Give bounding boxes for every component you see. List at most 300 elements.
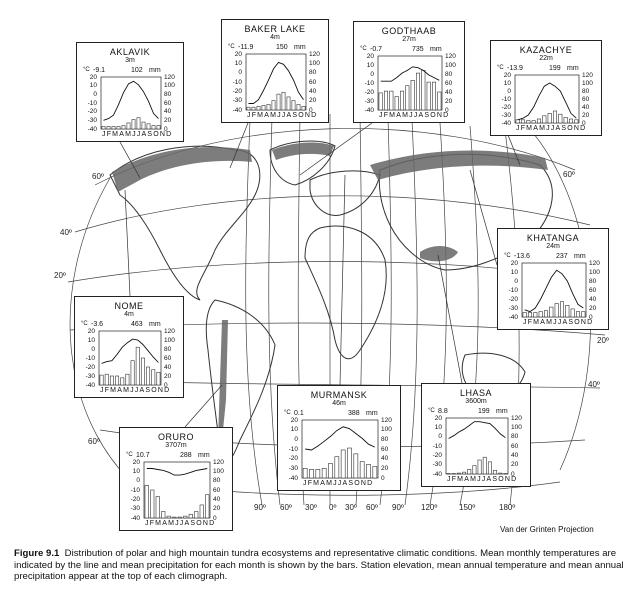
precip-tick: 100: [164, 82, 175, 90]
precip-bar: [499, 473, 502, 474]
precip-tick: 80: [589, 277, 597, 285]
temp-tick: 10: [503, 79, 511, 87]
month-labels: JFMAMJJASOND: [247, 112, 318, 119]
precip-tick: 120: [164, 327, 175, 335]
climograph-baker-lake: [221, 19, 329, 123]
plot-frame: [246, 54, 306, 110]
precip-tick: 80: [445, 70, 453, 78]
precip-bar: [121, 378, 124, 385]
precip-bar: [309, 469, 313, 478]
precipitation-unit: mm: [149, 321, 161, 328]
annual-precipitation: 735: [412, 46, 424, 53]
precip-tick: 0: [213, 514, 217, 522]
precip-bar: [141, 358, 144, 385]
precip-bar: [366, 464, 370, 478]
precip-bar: [161, 511, 165, 518]
projection-label: Van der Grinten Projection: [500, 525, 594, 534]
temp-tick: 20: [503, 71, 511, 79]
precip-tick: 80: [164, 345, 172, 353]
climograph-aklavik: [76, 42, 184, 142]
station-name: LHASA: [459, 388, 492, 398]
mean-annual-temperature: 0.1: [294, 410, 304, 417]
precip-tick: 120: [164, 73, 175, 81]
precip-tick: 60: [582, 95, 590, 103]
precip-bar: [384, 91, 387, 110]
precip-bar: [178, 517, 182, 518]
plot-frame: [101, 77, 161, 129]
precip-bar: [107, 126, 110, 129]
connector-khatanga: [470, 170, 497, 265]
temperature-line: [104, 81, 159, 120]
tundra-eurasia: [370, 151, 548, 180]
precip-bar: [488, 462, 491, 474]
precip-bar: [137, 118, 140, 129]
month-labels: JFMAMJJASOND: [102, 131, 173, 138]
precip-bar: [172, 517, 176, 518]
temp-tick: 20: [290, 416, 298, 424]
precip-bar: [416, 73, 419, 110]
precip-bar: [537, 119, 540, 123]
precip-tick: 40: [381, 455, 389, 463]
mean-annual-temperature: -9.1: [93, 67, 106, 74]
temp-tick: 0: [438, 433, 442, 441]
precip-tick: 60: [309, 78, 317, 86]
mean-annual-temperature: 8.8: [438, 408, 448, 415]
temp-tick: -30: [432, 461, 442, 469]
precip-bar: [183, 516, 187, 518]
precip-bar: [566, 305, 569, 317]
lat-label-40n-left: 40º: [60, 228, 72, 237]
precip-bar: [131, 361, 134, 385]
temp-tick: -30: [87, 116, 97, 124]
precip-bar: [157, 372, 160, 385]
precip-bar: [422, 70, 425, 110]
precipitation-unit: mm: [496, 408, 508, 415]
precip-bar: [277, 94, 280, 110]
temp-tick: 0: [136, 477, 140, 485]
africa: [305, 226, 386, 359]
precip-bar: [559, 114, 562, 123]
precip-bar: [493, 470, 496, 474]
precip-bar: [167, 516, 171, 518]
month-labels: JFMAMJJASOND: [379, 112, 450, 119]
precip-tick: 120: [589, 259, 600, 267]
station-elevation: 3707m: [165, 442, 187, 449]
station-name: ORURO: [158, 432, 194, 442]
plot-frame: [522, 263, 586, 317]
precip-bar: [411, 80, 414, 110]
station-elevation: 27m: [402, 36, 416, 43]
precip-bar: [432, 82, 435, 110]
precip-tick: 100: [589, 268, 600, 276]
celsius-unit: °C: [83, 67, 90, 73]
precip-bar: [571, 309, 574, 317]
precip-bar: [152, 126, 155, 129]
temp-tick: 10: [89, 82, 97, 90]
precip-bar: [117, 126, 120, 129]
temp-tick: 20: [132, 458, 140, 466]
temp-tick: -20: [87, 108, 97, 116]
temp-tick: -10: [508, 286, 518, 294]
temp-tick: -30: [232, 97, 242, 105]
station-name: NOME: [114, 301, 144, 311]
precip-tick: 80: [309, 69, 317, 77]
precip-bar: [560, 302, 563, 317]
precip-tick: 40: [164, 108, 172, 116]
temp-tick: -10: [501, 95, 511, 103]
lat-label-60s-left: 60º: [88, 437, 100, 446]
precip-bar: [100, 375, 103, 385]
precip-bar: [110, 376, 113, 385]
precip-bar: [373, 466, 377, 478]
climograph-oruro: [119, 427, 233, 531]
precip-bar: [379, 93, 382, 110]
caption-text: Distribution of polar and high mountain tundra ecosystems and representative climatic conditions. Mean monthly temperatures are indicated by the line and mean precipitation for each month is shown by the bars. Station elevation, mean annual temperature and mean annual precipitation appear at the top of each climograph.: [14, 548, 624, 583]
annual-precipitation: 288: [180, 452, 192, 459]
annual-precipitation: 463: [131, 321, 143, 328]
precip-tick: 100: [164, 336, 175, 344]
temp-tick: -40: [85, 381, 95, 389]
precip-bar: [200, 505, 204, 518]
temperature-line: [518, 83, 577, 120]
temperature-line: [147, 469, 208, 476]
temp-tick: 10: [234, 59, 242, 67]
temp-tick: 10: [87, 336, 95, 344]
temp-tick: 0: [514, 277, 518, 285]
precip-tick: 120: [213, 458, 224, 466]
precip-bar: [532, 121, 535, 123]
precipitation-unit: mm: [198, 452, 210, 459]
precip-bar: [575, 120, 578, 123]
precip-tick: 40: [164, 363, 172, 371]
temperature-line: [449, 422, 506, 439]
figure-caption: [14, 548, 626, 583]
precip-tick: 0: [164, 125, 168, 133]
temperature-line: [249, 62, 304, 103]
precip-tick: 0: [511, 470, 515, 478]
precip-bar: [569, 119, 572, 123]
precip-tick: 0: [582, 119, 586, 127]
lat-label-20s-right: 20º: [597, 336, 609, 345]
station-name: KAZACHYE: [519, 45, 573, 55]
temperature-line: [525, 270, 584, 311]
precip-bar: [102, 126, 105, 129]
precip-bar: [341, 450, 345, 478]
long-label-60w: 60º: [280, 503, 292, 512]
precip-bar: [516, 120, 519, 123]
mean-annual-temperature: -0.7: [370, 46, 383, 53]
temp-tick: -10: [364, 79, 374, 87]
temp-tick: -40: [508, 313, 518, 321]
precip-bar: [395, 97, 398, 111]
precip-bar: [548, 113, 551, 123]
precip-tick: 120: [309, 50, 320, 58]
climograph-nome: [74, 296, 184, 398]
precip-tick: 20: [589, 304, 597, 312]
long-label-180: 180º: [499, 503, 516, 512]
month-labels: JFMAMJJASOND: [516, 125, 587, 132]
precip-tick: 20: [511, 461, 519, 469]
precip-bar: [347, 448, 351, 478]
precip-tick: 20: [164, 372, 172, 380]
month-labels: JFMAMJJASOND: [145, 520, 216, 527]
annual-precipitation: 102: [131, 67, 143, 74]
precip-tick: 100: [213, 467, 224, 475]
precip-bar: [282, 92, 285, 110]
precip-bar: [521, 120, 524, 123]
precip-bar: [252, 107, 255, 110]
precip-bar: [105, 374, 108, 385]
temp-tick: -10: [130, 486, 140, 494]
month-labels: JFMAMJJASOND: [523, 319, 594, 326]
precip-bar: [152, 370, 155, 385]
precip-tick: 120: [381, 416, 392, 424]
annual-precipitation: 237: [556, 253, 568, 260]
precip-bar: [157, 126, 160, 129]
temp-tick: -20: [85, 363, 95, 371]
precip-tick: 20: [164, 116, 172, 124]
precip-tick: 100: [381, 426, 392, 434]
temp-tick: 20: [234, 50, 242, 58]
temp-tick: 20: [510, 259, 518, 267]
temp-tick: -20: [508, 295, 518, 303]
precip-bar: [297, 104, 300, 110]
precip-tick: 100: [511, 423, 522, 431]
lat-label-20n-left: 20º: [54, 271, 66, 280]
climograph-lhasa: [421, 383, 531, 487]
month-labels: JFMAMJJASOND: [447, 476, 518, 483]
temp-tick: 0: [370, 70, 374, 78]
climograph-khatanga: [497, 228, 609, 330]
precip-tick: 60: [381, 445, 389, 453]
temp-tick: -30: [85, 372, 95, 380]
precip-tick: 0: [445, 106, 449, 114]
precipitation-unit: mm: [149, 67, 161, 74]
precip-bar: [115, 376, 118, 385]
figure-number: Figure 9.1: [14, 548, 60, 559]
station-name: BAKER LAKE: [244, 24, 306, 34]
precip-bar: [473, 466, 476, 474]
precip-bar: [400, 91, 403, 110]
precip-bar: [292, 101, 295, 110]
precip-tick: 100: [309, 59, 320, 67]
long-label-30e: 30º: [345, 503, 357, 512]
precipitation-unit: mm: [294, 44, 306, 51]
temp-tick: -10: [232, 78, 242, 86]
temp-tick: -10: [85, 354, 95, 362]
precip-bar: [147, 124, 150, 129]
precip-bar: [156, 497, 160, 518]
temp-tick: 0: [238, 69, 242, 77]
station-elevation: 3600m: [465, 398, 487, 405]
precip-bar: [146, 367, 149, 385]
precip-bar: [406, 86, 409, 110]
temp-tick: -20: [232, 87, 242, 95]
precip-bar: [582, 312, 585, 317]
long-label-120e: 120º: [421, 503, 438, 512]
connector-murmansk: [340, 175, 345, 385]
temp-tick: -30: [508, 304, 518, 312]
precip-tick: 60: [445, 79, 453, 87]
precip-bar: [360, 462, 364, 478]
precip-tick: 80: [381, 435, 389, 443]
temp-tick: -40: [501, 119, 511, 127]
station-elevation: 4m: [270, 34, 280, 41]
precip-bar: [335, 457, 339, 478]
meridian-90e: [405, 120, 417, 505]
precip-bar: [272, 101, 275, 110]
long-label-0: 0º: [329, 503, 337, 512]
temp-tick: -40: [288, 474, 298, 482]
precip-tick: 100: [445, 61, 456, 69]
precip-bar: [136, 347, 139, 385]
precip-tick: 40: [589, 295, 597, 303]
month-labels: JFMAMJJASOND: [100, 387, 171, 394]
precip-tick: 0: [589, 313, 593, 321]
mean-annual-temperature: -11.9: [238, 44, 254, 51]
precip-tick: 40: [445, 88, 453, 96]
precip-tick: 120: [445, 52, 456, 60]
precip-bar: [189, 514, 193, 518]
precip-bar: [302, 106, 305, 110]
precip-tick: 80: [511, 433, 519, 441]
temp-tick: -40: [432, 470, 442, 478]
mean-annual-temperature: -13.9: [507, 65, 523, 72]
temp-tick: -20: [432, 451, 442, 459]
station-elevation: 46m: [332, 400, 346, 407]
precip-tick: 80: [164, 90, 172, 98]
precip-tick: 20: [381, 464, 389, 472]
precip-bar: [132, 119, 135, 129]
precip-bar: [528, 313, 531, 318]
annual-precipitation: 199: [478, 408, 490, 415]
precip-bar: [328, 464, 332, 479]
celsius-unit: °C: [126, 452, 133, 458]
precip-tick: 80: [582, 87, 590, 95]
precip-tick: 0: [309, 106, 313, 114]
precip-bar: [122, 126, 125, 129]
precip-tick: 20: [582, 111, 590, 119]
station-elevation: 24m: [546, 243, 560, 250]
precip-bar: [354, 454, 358, 478]
temp-tick: -30: [501, 111, 511, 119]
temperature-line: [305, 427, 375, 450]
precip-bar: [457, 473, 460, 474]
celsius-unit: °C: [428, 408, 435, 414]
celsius-unit: °C: [228, 44, 235, 50]
station-elevation: 3m: [125, 57, 135, 64]
precipitation-unit: mm: [574, 253, 586, 260]
precip-tick: 120: [582, 71, 593, 79]
precip-bar: [543, 116, 546, 123]
temp-tick: 20: [87, 327, 95, 335]
precip-bar: [142, 122, 145, 129]
connector-nome: [125, 190, 130, 296]
station-elevation: 22m: [539, 55, 553, 62]
precip-bar: [126, 374, 129, 385]
precip-tick: 20: [309, 97, 317, 105]
precip-tick: 60: [164, 99, 172, 107]
station-name: AKLAVIK: [109, 47, 151, 57]
temperature-line: [381, 67, 440, 81]
precip-bar: [322, 468, 326, 478]
temp-tick: -20: [364, 88, 374, 96]
climograph-godthaab: [353, 21, 465, 123]
annual-precipitation: 150: [276, 44, 288, 51]
temp-tick: 20: [366, 52, 374, 60]
precip-tick: 60: [511, 442, 519, 450]
climograph-murmansk: [277, 385, 401, 491]
precip-tick: 100: [582, 79, 593, 87]
precip-bar: [483, 457, 486, 474]
temp-tick: 0: [93, 90, 97, 98]
long-label-90w: 90º: [254, 503, 266, 512]
precip-bar: [205, 495, 209, 518]
tundra-andes: [218, 320, 228, 440]
temp-tick: -30: [288, 464, 298, 472]
precip-bar: [262, 105, 265, 110]
temp-tick: 0: [91, 345, 95, 353]
precip-bar: [550, 307, 553, 317]
precip-bar: [468, 469, 471, 474]
temp-tick: 10: [132, 467, 140, 475]
temp-tick: -10: [288, 445, 298, 453]
celsius-unit: °C: [81, 321, 88, 327]
temp-tick: 20: [434, 414, 442, 422]
temp-tick: 10: [434, 423, 442, 431]
precip-bar: [555, 304, 558, 318]
temp-tick: 10: [366, 61, 374, 69]
precip-tick: 60: [213, 486, 221, 494]
connector-lhasa: [438, 255, 462, 383]
precip-bar: [303, 468, 307, 478]
mean-annual-temperature: -13.6: [514, 253, 530, 260]
precip-bar: [194, 511, 198, 518]
temp-tick: -10: [87, 99, 97, 107]
annual-precipitation: 199: [549, 65, 561, 72]
precip-tick: 60: [164, 354, 172, 362]
precip-bar: [462, 472, 465, 474]
plot-frame: [446, 418, 508, 474]
precipitation-unit: mm: [430, 46, 442, 53]
lat-label-40s-right: 40º: [588, 380, 600, 389]
precip-tick: 0: [164, 381, 168, 389]
month-labels: JFMAMJJASOND: [303, 480, 374, 487]
precip-bar: [247, 107, 250, 110]
annual-precipitation: 388: [348, 410, 360, 417]
station-name: KHATANGA: [526, 233, 580, 243]
precip-tick: 40: [582, 103, 590, 111]
temp-tick: 10: [510, 268, 518, 276]
precip-tick: 40: [309, 87, 317, 95]
temp-tick: -20: [501, 103, 511, 111]
precip-bar: [112, 126, 115, 129]
precip-tick: 120: [511, 414, 522, 422]
temp-tick: -40: [130, 514, 140, 522]
tundra-north-america: [112, 147, 252, 192]
temp-tick: -40: [364, 106, 374, 114]
lat-label-60n-left: 60º: [92, 172, 104, 181]
celsius-unit: °C: [360, 46, 367, 52]
long-label-60e: 60º: [366, 503, 378, 512]
precip-tick: 60: [589, 286, 597, 294]
mean-annual-temperature: -3.6: [91, 321, 104, 328]
precip-tick: 40: [511, 451, 519, 459]
station-elevation: 4m: [124, 311, 134, 318]
precip-bar: [145, 485, 149, 518]
temp-tick: -30: [130, 505, 140, 513]
mean-annual-temperature: 10.7: [136, 452, 150, 459]
